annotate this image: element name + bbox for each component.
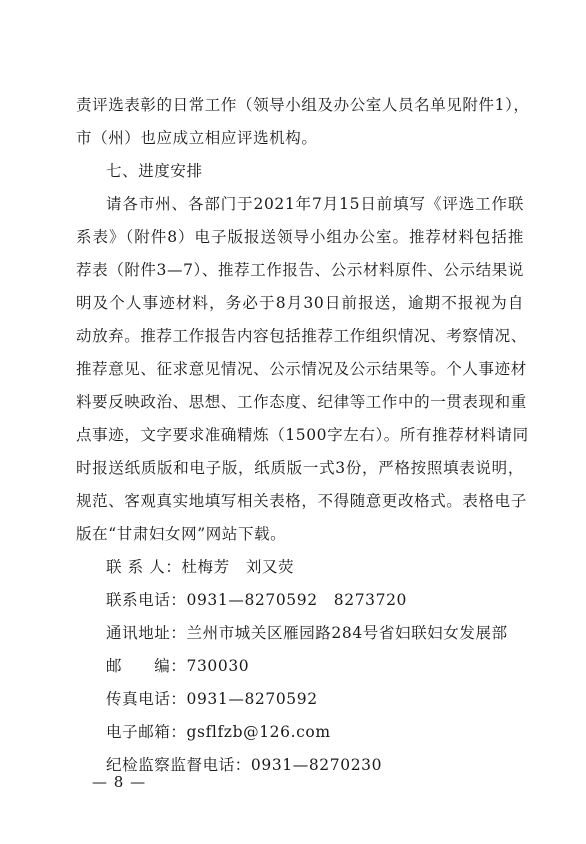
- paragraph-2-line-6: 推荐意见、征求意见情况、公示情况及公示结果等。个人事迹材: [76, 360, 527, 378]
- paragraph-2-line-10: 规范、客观真实地填写相关表格，不得随意更改格式。表格电子: [76, 492, 527, 510]
- section-heading: 七、进度安排: [106, 162, 203, 180]
- paragraph-2-line-5: 动放弃。推荐工作报告内容包括推荐工作组织情况、考察情况、: [76, 327, 527, 345]
- paragraph-1-line-2: 市（州）也应成立相应评选机构。: [76, 129, 318, 147]
- contact-postcode: 邮 编：730030: [106, 657, 250, 675]
- paragraph-2-line-8: 点事迹，文字要求准确精炼（1500字左右）。所有推荐材料请同: [76, 426, 529, 444]
- contact-email: 电子邮箱：gsflfzb@126.com: [106, 723, 331, 741]
- paragraph-2-line-4: 明及个人事迹材料，务必于8月30日前报送，逾期不报视为自: [76, 294, 524, 312]
- contact-person: 联 系 人：杜梅芳 刘又荧: [106, 558, 295, 576]
- paragraph-2-line-3: 荐表（附件3—7）、推荐工作报告、公示材料原件、公示结果说: [76, 261, 524, 279]
- paragraph-2-line-7: 料要反映政治、思想、工作态度、纪律等工作中的一贯表现和重: [76, 393, 527, 411]
- paragraph-2-line-2: 系表》（附件8）电子版报送领导小组办公室。推荐材料包括推: [76, 228, 524, 246]
- page-number: — 8 —: [92, 773, 147, 791]
- paragraph-2-line-9: 时报送纸质版和电子版，纸质版一式3份，严格按照填表说明，: [76, 459, 524, 477]
- paragraph-1-line-1: 责评选表彰的日常工作（领导小组及办公室人员名单见附件1），: [76, 96, 530, 114]
- contact-fax: 传真电话：0931—8270592: [106, 690, 318, 708]
- contact-phone: 联系电话：0931—8270592 8273720: [106, 591, 408, 609]
- contact-address: 通讯地址：兰州市城关区雁园路284号省妇联妇女发展部: [106, 624, 508, 642]
- paragraph-2-line-1: 请各市州、各部门于2021年7月15日前填写《评选工作联: [106, 195, 524, 213]
- contact-supervision-phone: 纪检监察监督电话：0931—8270230: [106, 756, 383, 774]
- paragraph-2-line-11: 版在“甘肃妇女网”网站下载。: [76, 525, 287, 543]
